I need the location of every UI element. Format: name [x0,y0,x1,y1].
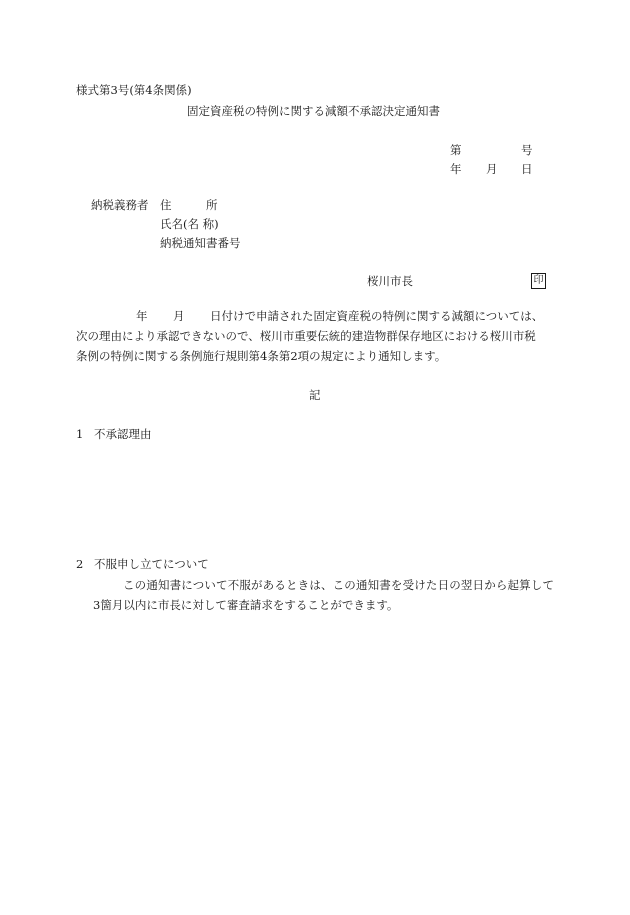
date-year: 年 [450,162,462,176]
form-number: 様式第3号(第4条関係) [76,83,192,97]
ki-heading: 記 [309,388,321,402]
body-line-2: 次の理由により承認できないので、桜川市重要伝統的建造物群保存地区における桜川市税 [76,329,536,343]
section-1-heading: 不承認理由 [94,427,152,441]
section-2-number: 2 [76,557,84,571]
body-line-1: 日付けで申請された固定資産税の特例に関する減額については、 [210,309,544,323]
body-line-3: 条例の特例に関する条例施行規則第4条第2項の規定により通知します。 [76,349,447,363]
doc-number-go: 号 [521,143,533,157]
doc-number-dai: 第 [450,143,462,157]
taxpayer-name-label: 氏名(名 称) [160,217,219,231]
date-month: 月 [486,162,498,176]
document-title: 固定資産税の特例に関する減額不承認決定通知書 [187,104,440,118]
issuer-name: 桜川市長 [367,274,413,288]
body-date-year: 年 [136,309,148,323]
date-day: 日 [521,162,533,176]
taxpayer-label: 納税義務者 [91,198,149,212]
taxpayer-address-label: 住 所 [160,198,218,212]
section-2-heading: 不服申し立てについて [94,557,209,571]
body-date-month: 月 [173,309,185,323]
section-2-text: この通知書について不服があるときは、この通知書を受けた日の翌日から起算して3箇月以内に市長に対して審査請求をすることができます。 [93,578,554,612]
taxpayer-notice-number-label: 納税通知書番号 [160,236,241,250]
section-1-number: 1 [76,427,84,441]
seal-mark: 印 [531,273,546,289]
